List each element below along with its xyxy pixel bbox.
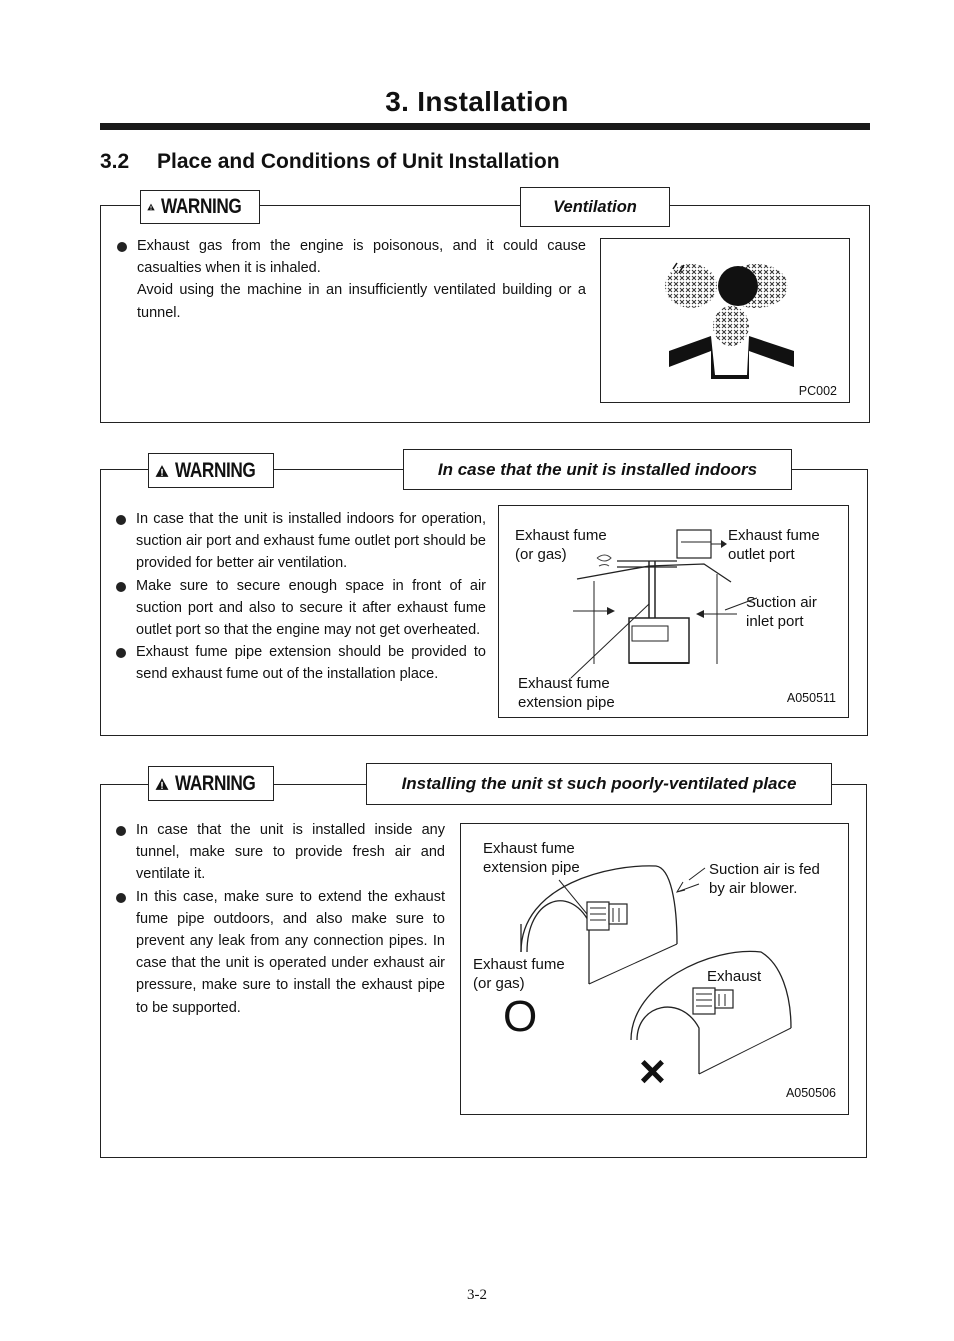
label-suction-fed: Suction air is fed by air blower.: [709, 861, 820, 897]
label-extension-pipe: Exhaust fume extension pipe: [518, 675, 615, 711]
list-item: In case that the unit is installed indoors for operation, suction air port and exhaust fume outlet port should be provided for better air ventilation.: [114, 508, 486, 575]
section-title: Place and Conditions of Unit Installation: [157, 150, 560, 173]
warning-text-tunnel: [114, 819, 445, 1019]
warning-label: WARNING: [175, 771, 256, 795]
page-number: 3-2: [467, 1287, 487, 1303]
generator-icon-ng: [693, 988, 733, 1014]
label-exhaust-gas: Exhaust fume (or gas): [473, 956, 565, 992]
list-item: In this case, make sure to extend the exhaust fume pipe outdoors, and also make sure to prevent any leak from any connection pipes. In case that the unit is operated under exhaust air pressure, make sure to install the exhaust pipe to be supported.: [114, 886, 445, 1019]
label-exhaust: Exhaust: [707, 968, 762, 985]
figure-code: A050506: [785, 1086, 836, 1100]
section-number: 3.2: [100, 150, 130, 173]
figure-code: PC002: [798, 384, 837, 398]
warning-text-ventilation: [115, 235, 586, 324]
warning-triangle-icon: [147, 195, 155, 219]
warning-label: WARNING: [175, 458, 256, 482]
warning-badge: [148, 766, 274, 801]
list-item: Make sure to secure enough space in front of air suction port and also to secure it after exhaust fume outlet port so that the engine may not get overheated.: [114, 575, 486, 642]
chapter-rule: [100, 123, 870, 130]
list-item: In case that the unit is installed inside any tunnel, make sure to provide fresh air and ventilate it.: [114, 819, 445, 886]
figure-indoor-installation: [498, 505, 849, 718]
list-item: Exhaust fume pipe extension should be provided to send exhaust fume out of the installation place.: [114, 641, 486, 685]
warning-triangle-icon: [155, 772, 169, 796]
warning-title-indoors: In case that the unit is installed indoors: [403, 449, 792, 490]
poison-gas-person-icon: [661, 251, 796, 379]
figure-tunnel-installation: [460, 823, 849, 1115]
label-exhaust-gas: Exhaust fume (or gas): [515, 527, 607, 563]
warning-badge: [140, 190, 260, 224]
incorrect-mark: ×: [639, 1045, 666, 1097]
warning-text-indoors: [114, 508, 486, 686]
warning-label: WARNING: [161, 195, 242, 218]
label-suction-inlet: Suction air inlet port: [746, 594, 817, 630]
chapter-title: 3. Installation: [385, 86, 569, 117]
generator-icon-ok: [587, 902, 627, 930]
label-extension-pipe: Exhaust fume extension pipe: [483, 840, 580, 876]
section-heading: [100, 150, 560, 174]
label-outlet-port: Exhaust fume outlet port: [728, 527, 820, 563]
warning-triangle-icon: [155, 459, 169, 483]
figure-code: A050511: [786, 691, 836, 705]
list-item: Exhaust gas from the engine is poisonous, and it could cause casualties when it is inhaled. Avoid using the machine in an insufficiently ventilated building or a tunnel.: [115, 235, 586, 324]
warning-title-tunnel: Installing the unit st such poorly-ventilated place: [366, 763, 832, 805]
figure-poison-gas: [600, 238, 850, 403]
correct-mark: O: [503, 992, 538, 1041]
warning-title-ventilation: Ventilation: [520, 187, 670, 227]
warning-badge: [148, 453, 274, 488]
